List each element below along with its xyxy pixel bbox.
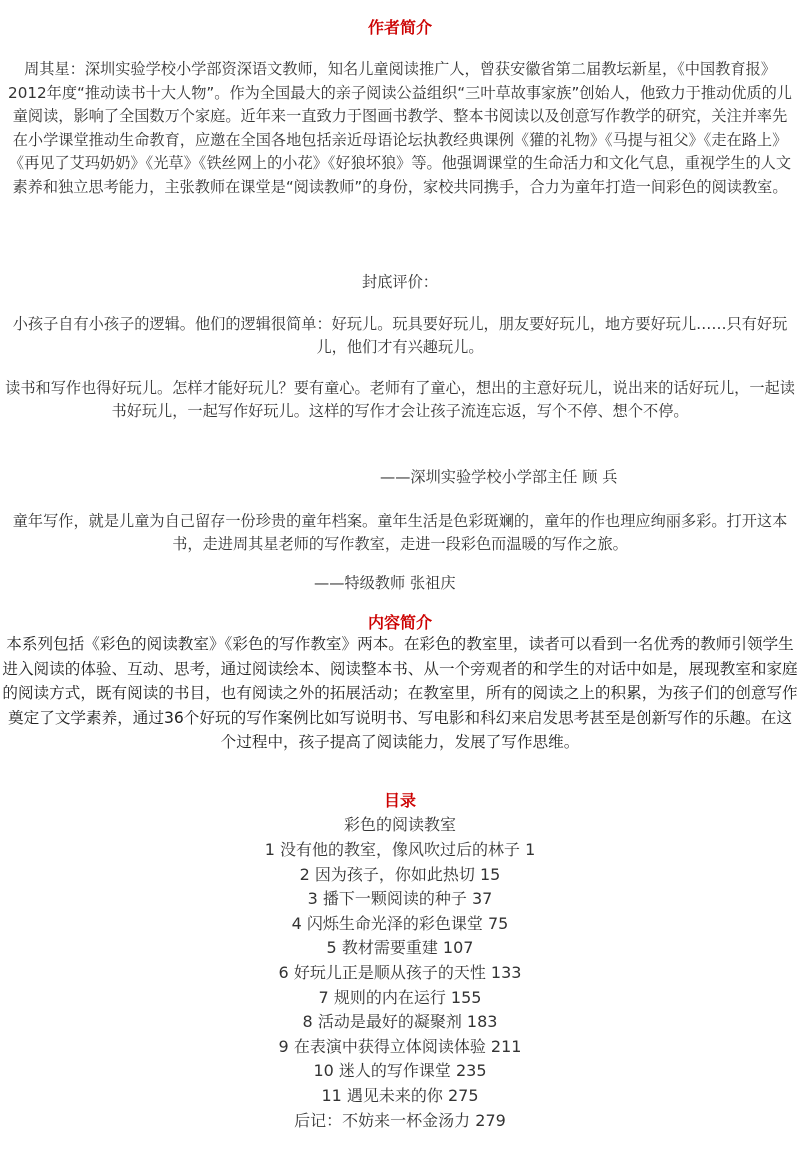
toc-item: 5 教材需要重建 107	[326, 938, 474, 958]
content-intro-title: 内容简介	[367, 613, 432, 632]
toc-item: 6 好玩儿正是顺从孩子的天性 133	[278, 962, 522, 982]
toc-item: 1 没有他的教室，像风吹过后的林子 1	[264, 840, 536, 859]
toc-item: 3 播下一颗阅读的种子 37	[307, 889, 493, 909]
toc-title: 目录	[383, 791, 416, 810]
back-cover-heading: 封底评价：	[362, 273, 438, 291]
content-intro-text: 本系列包括《彩色的阅读教室》《彩色的写作教室》两本。在彩色的教室里，读者可以看到一名优秀的教师引领学生进入阅读的体验、互动、思考，通过阅读绘本、阅读整本书、从一个旁观者的和学生的对话中如是，展现教室和家庭的阅读方式，既有阅读的书目，也有阅读之外的拓展活动；在教室里，所有的阅读之上的积累，为孩子们的创意写作奠定了文学素养，通过36个好玩的写作案例比如写说明书、写电影和科幻来启发思考甚至是创新写作的乐趣。在这个过程中，孩子提高了阅读能力，发展了写作思维。	[2, 635, 798, 752]
toc-item: 2 因为孩子，你如此热切 15	[299, 864, 501, 884]
toc-item: 7 规则的内在运行 155	[318, 987, 482, 1007]
toc-list	[0, 838, 800, 1133]
back-cover-signature-2: ——特级教师 张祖庆	[314, 574, 456, 592]
back-cover-quote-2: 读书和写作也得好玩儿。怎样才能好玩儿？要有童心。老师有了童心，想出的主意好玩儿，说出来的话好玩儿，一起读书好玩儿，一起写作好玩儿。这样的写作才会让孩子流连忘返，写个不停、想个不停。	[5, 379, 795, 420]
back-cover-quote-3: 童年写作，就是儿童为自己留存一份珍贵的童年档案。童年生活是色彩斑斓的，童年的作也理应绚丽多彩。打开这本书，走进周其星老师的写作教室，走进一段彩色而温暖的写作之旅。	[12, 512, 788, 553]
toc-item: 10 迷人的写作课堂 235	[313, 1061, 487, 1081]
toc-item: 后记：不妨来一杯金汤力 279	[294, 1110, 506, 1130]
toc-item: 4 闪烁生命光泽的彩色课堂 75	[291, 913, 509, 933]
toc-item: 11 遇见未来的你 275	[321, 1085, 479, 1105]
author-intro-title: 作者简介	[367, 18, 432, 37]
toc-item: 8 活动是最好的凝聚剂 183	[302, 1012, 498, 1032]
back-cover-signature-1: ——深圳实验学校小学部主任 顾 兵	[380, 468, 618, 486]
toc-book-title: 彩色的阅读教室	[343, 815, 456, 834]
author-bio: 周其星：深圳实验学校小学部资深语文教师，知名儿童阅读推广人，曾获安徽省第二届教坛新星，《中国教育报》2012年度“推动读书十大人物”。作为全国最大的亲子阅读公益组织“三叶草故事家族”创始人，他致力于推动优质的儿童阅读，影响了全国数万个家庭。近年来一直致力于图画书教学、整本书阅读以及创意写作教学的研究，关注并率先在小学课堂推动生命教育，应邀在全国各地包括亲近母语论坛执教经典课例《獾的礼物》《马提与祖父》《走在路上》《再见了艾玛奶奶》《光草》《铁丝网上的小花》《好狼坏狼》等。他强调课堂的生命活力和文化气息，重视学生的人文素养和独立思考能力，主张教师在课堂是“阅读教师”的身份，家校共同携手，合力为童年打造一间彩色的阅读教室。	[8, 60, 792, 196]
toc-item: 9 在表演中获得立体阅读体验 211	[278, 1036, 522, 1056]
back-cover-quote-1: 小孩子自有小孩子的逻辑。他们的逻辑很简单：好玩儿。玩具要好玩儿，朋友要好玩儿，地方要好玩儿……只有好玩儿，他们才有兴趣玩儿。	[12, 315, 788, 356]
